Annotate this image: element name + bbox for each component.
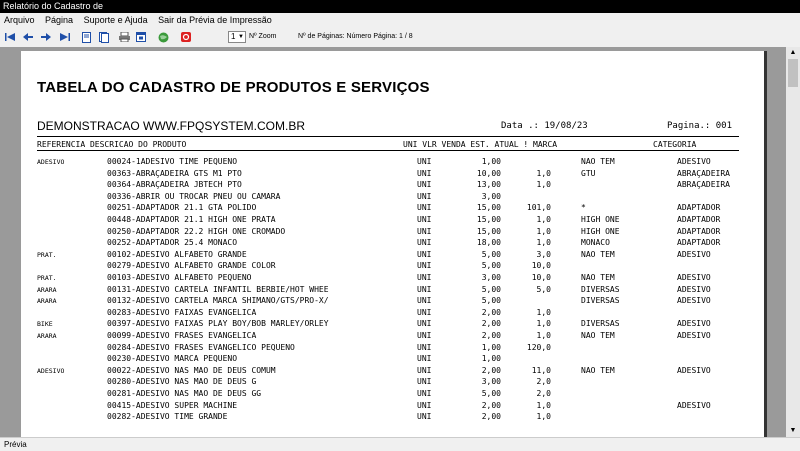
cell-est: 10,0	[531, 261, 551, 271]
cell-ref: PRAT.	[37, 274, 57, 282]
cell-ref: ADESIVO	[37, 366, 65, 375]
stop-icon	[181, 32, 191, 42]
table-row	[21, 343, 767, 354]
last-page-button[interactable]	[58, 31, 70, 43]
report-title: TABELA DO CADASTRO DE PRODUTOS E SERVIÇOS	[37, 79, 430, 96]
cell-un: UNI	[417, 365, 432, 375]
cell-vlr: 3,00	[481, 273, 501, 282]
cell-desc: 00230-ADESIVO MARCA PEQUENO	[107, 354, 238, 364]
header-categoria: CATEGORIA	[653, 140, 697, 149]
cell-un: UNI	[417, 307, 432, 317]
cell-marca: DIVERSAS	[581, 296, 620, 306]
table-row	[21, 412, 767, 423]
cell-vlr: 5,00	[481, 249, 501, 259]
cell-un: UNI	[417, 157, 432, 166]
cell-ref: ARARA	[37, 297, 57, 306]
cell-un: UNI	[417, 191, 432, 201]
cell-vlr: 3,00	[481, 377, 501, 387]
cell-cat: ADAPTADOR	[677, 226, 721, 236]
cell-est: 1,0	[536, 319, 551, 329]
cell-desc: 00283-ADESIVO FAIXAS EVANGELICA	[107, 307, 257, 317]
cell-un: UNI	[417, 215, 432, 224]
table-row	[21, 261, 767, 272]
cell-cat: ADESIVO	[677, 284, 711, 294]
cell-desc: 00251-ADAPTADOR 21.1 GTA POLIDO	[107, 203, 257, 213]
cell-vlr: 5,00	[481, 284, 501, 294]
cell-vlr: 5,00	[481, 296, 501, 306]
cell-est: 1,0	[536, 180, 551, 190]
cell-marca: DIVERSAS	[581, 284, 620, 294]
cell-un: UNI	[417, 354, 432, 364]
table-row	[21, 401, 767, 412]
cell-est: 1,0	[536, 168, 551, 178]
single-page-button[interactable]	[80, 31, 92, 43]
cell-ref: ADESIVO	[37, 158, 65, 166]
export-button[interactable]	[157, 31, 169, 43]
cell-marca: MONACO	[581, 238, 610, 248]
cell-vlr: 5,00	[481, 389, 501, 398]
table-row	[21, 285, 767, 296]
pages-label: Nº de Páginas: Número Página: 1 / 8	[298, 33, 413, 40]
cell-est: 5,0	[536, 284, 551, 294]
cell-desc: 00280-ADESIVO NAS MAO DE DEUS G	[107, 377, 257, 387]
cell-cat: ADESIVO	[677, 296, 711, 306]
next-page-button[interactable]	[40, 31, 52, 43]
report-company: DEMONSTRACAO WWW.FPQSYSTEM.COM.BR	[37, 119, 306, 133]
menu-bar	[0, 13, 800, 27]
cell-vlr: 1,00	[481, 157, 501, 166]
table-row	[21, 273, 767, 284]
cell-un: UNI	[417, 226, 432, 236]
cell-un: UNI	[417, 261, 432, 271]
first-page-button[interactable]	[4, 31, 16, 43]
cell-desc: 00363-ABRAÇADEIRA GTS M1 PTO	[107, 168, 242, 178]
last-page-icon	[59, 33, 70, 41]
cell-marca: NAO TEM	[581, 365, 615, 375]
cell-cat: ADESIVO	[677, 331, 711, 340]
table-row	[21, 377, 767, 388]
cell-un: UNI	[417, 296, 432, 306]
cell-desc: 00099-ADESIVO FRASES EVANGELICA	[107, 331, 257, 340]
cell-marca: GTU	[581, 168, 596, 178]
cell-un: UNI	[417, 180, 432, 190]
table-row	[21, 169, 767, 180]
cell-cat: ADESIVO	[677, 365, 711, 375]
cell-vlr: 3,00	[481, 191, 501, 201]
prev-page-button[interactable]	[22, 31, 34, 43]
cell-un: UNI	[417, 249, 432, 259]
cell-vlr: 2,00	[481, 331, 501, 340]
cell-est: 1,0	[536, 412, 551, 422]
status-bar: Prévia	[0, 437, 800, 450]
calendar-icon	[136, 32, 146, 42]
cell-desc: 00336-ABRIR OU TROCAR PNEU OU CAMARA	[107, 191, 281, 201]
cell-vlr: 15,00	[476, 203, 501, 213]
cell-est: 2,0	[536, 377, 551, 387]
table-row	[21, 238, 767, 249]
table-row	[21, 250, 767, 261]
cell-desc: 00250-ADAPTADOR 22.2 HIGH ONE CROMADO	[107, 226, 286, 236]
cell-est: 1,0	[536, 238, 551, 248]
printer-icon	[119, 32, 130, 42]
table-row	[21, 331, 767, 342]
cell-vlr: 2,00	[481, 307, 501, 317]
cell-un: UNI	[417, 400, 432, 410]
cell-vlr: 10,00	[476, 168, 501, 178]
header-rule-top	[37, 136, 739, 137]
table-row	[21, 296, 767, 307]
cell-marca: NAO TEM	[581, 249, 615, 259]
cell-un: UNI	[417, 389, 432, 398]
cell-marca: HIGH ONE	[581, 215, 620, 224]
cell-ref: ARARA	[37, 332, 57, 340]
zoom-label: Nº Zoom	[249, 33, 277, 40]
cell-un: UNI	[417, 331, 432, 340]
header-rule-bottom	[37, 150, 739, 151]
cell-desc: 00415-ADESIVO SUPER MACHINE	[107, 400, 238, 410]
cell-ref: BIKE	[37, 320, 53, 329]
zoom-value: 1	[231, 32, 236, 41]
cell-cat: ADESIVO	[677, 273, 711, 282]
cell-marca: DIVERSAS	[581, 319, 620, 329]
cell-marca: NAO TEM	[581, 157, 615, 166]
cell-est: 101,0	[526, 203, 551, 213]
table-row	[21, 192, 767, 203]
cell-vlr: 2,00	[481, 319, 501, 329]
cell-desc: 00448-ADAPTADOR 21.1 HIGH ONE PRATA	[107, 215, 276, 224]
header-ref-desc: REFERENCIA DESCRICAO DO PRODUTO	[37, 140, 187, 149]
cell-desc: 00282-ADESIVO TIME GRANDE	[107, 412, 228, 422]
cell-est: 1,0	[536, 215, 551, 224]
chevron-down-icon[interactable]: ▼	[789, 427, 797, 434]
cell-desc: 00131-ADESIVO CARTELA INFANTIL BERBIE/HOT WHEE	[107, 284, 329, 294]
cell-cat: ADAPTADOR	[677, 238, 721, 248]
cell-cat: ADESIVO	[677, 400, 711, 410]
table-row	[21, 157, 767, 168]
cell-marca: *	[581, 203, 586, 213]
table-row	[21, 215, 767, 226]
cell-cat: ADAPTADOR	[677, 215, 721, 224]
cell-cat: ABRAÇADEIRA	[677, 168, 730, 178]
cell-cat: ADESIVO	[677, 157, 711, 166]
preview-viewport	[0, 47, 800, 437]
cell-un: UNI	[417, 168, 432, 178]
cell-desc: 00132-ADESIVO CARTELA MARCA SHIMANO/GTS/PRO-X/	[107, 296, 329, 306]
cell-un: UNI	[417, 342, 432, 352]
cell-vlr: 2,00	[481, 400, 501, 410]
cell-vlr: 1,00	[481, 354, 501, 364]
cell-un: UNI	[417, 273, 432, 282]
cell-marca: HIGH ONE	[581, 226, 620, 236]
cell-un: UNI	[417, 412, 432, 422]
table-row	[21, 366, 767, 377]
menu-suporte[interactable]: Suporte e Ajuda	[83, 15, 148, 25]
cell-desc: 00022-ADESIVO NAS MAO DE DEUS COMUM	[107, 365, 276, 375]
table-row	[21, 354, 767, 365]
cell-vlr: 1,00	[481, 342, 501, 352]
cell-desc: 00397-ADESIVO FAIXAS PLAY BOY/BOB MARLEY/ORLEY	[107, 319, 329, 329]
vertical-scrollbar[interactable]	[786, 47, 800, 437]
cell-un: UNI	[417, 238, 432, 248]
cell-est: 1,0	[536, 307, 551, 317]
cell-un: UNI	[417, 284, 432, 294]
report-page	[21, 51, 767, 437]
first-page-icon	[5, 33, 16, 41]
cell-est: 120,0	[526, 342, 551, 352]
cell-est: 1,0	[536, 226, 551, 236]
cell-desc: 00284-ADESIVO FRASES EVANGELICO PEQUENO	[107, 342, 295, 352]
table-row	[21, 319, 767, 330]
cell-vlr: 15,00	[476, 226, 501, 236]
prev-page-icon	[23, 33, 33, 41]
header-un-vlr-est: UNI VLR VENDA EST. ATUAL ! MARCA	[403, 140, 558, 149]
calendar-button[interactable]	[135, 31, 147, 43]
menu-sair[interactable]: Sair da Prévia de Impressão	[158, 15, 272, 25]
cell-cat: ADAPTADOR	[677, 203, 721, 213]
cell-vlr: 13,00	[476, 180, 501, 190]
report-date: Data .: 19/08/23	[501, 121, 588, 131]
table-row	[21, 308, 767, 319]
cell-vlr: 5,00	[481, 261, 501, 271]
cell-vlr: 15,00	[476, 215, 501, 224]
globe-icon	[158, 32, 169, 43]
cell-est: 1,0	[536, 400, 551, 410]
cell-marca: NAO TEM	[581, 273, 615, 282]
cell-un: UNI	[417, 377, 432, 387]
chevron-down-icon: ▼	[238, 34, 244, 40]
cell-est: 1,0	[536, 331, 551, 340]
menu-pagina[interactable]: Página	[45, 15, 74, 25]
table-row	[21, 203, 767, 214]
cell-vlr: 2,00	[481, 365, 501, 375]
close-preview-button[interactable]	[180, 31, 192, 43]
pages-icon	[99, 32, 109, 43]
table-row	[21, 389, 767, 400]
cell-desc: 00364-ABRAÇADEIRA JBTECH PTO	[107, 180, 242, 190]
cell-marca: NAO TEM	[581, 331, 615, 340]
page-icon	[82, 32, 91, 43]
toolbar	[0, 27, 800, 47]
table-row	[21, 227, 767, 238]
two-page-button[interactable]	[98, 31, 110, 43]
cell-est: 3,0	[536, 249, 551, 259]
cell-est: 10,0	[531, 273, 551, 282]
cell-cat: ABRAÇADEIRA	[677, 180, 730, 190]
cell-vlr: 18,00	[476, 238, 501, 248]
table-row	[21, 180, 767, 191]
zoom-select[interactable]	[228, 31, 246, 43]
cell-desc: 00102-ADESIVO ALFABETO GRANDE	[107, 249, 247, 259]
window-title: Relatório do Cadastro de	[0, 0, 800, 13]
scrollbar-thumb[interactable]	[788, 59, 798, 87]
cell-cat: ADESIVO	[677, 249, 711, 259]
cell-desc: 00103-ADESIVO ALFABETO PEQUENO	[107, 273, 252, 282]
report-page-number: Pagina.: 001	[667, 121, 733, 131]
cell-est: 2,0	[536, 389, 551, 398]
cell-un: UNI	[417, 319, 432, 329]
cell-desc: 00281-ADESIVO NAS MAO DE DEUS GG	[107, 389, 262, 398]
next-page-icon	[41, 33, 51, 41]
cell-desc: 00024-1ADESIVO TIME PEQUENO	[107, 157, 238, 166]
cell-ref: PRAT.	[37, 250, 57, 259]
chevron-up-icon[interactable]: ▲	[789, 49, 797, 56]
cell-cat: ADESIVO	[677, 319, 711, 329]
cell-est: 11,0	[531, 365, 551, 375]
menu-arquivo[interactable]: Arquivo	[4, 15, 35, 25]
cell-desc: 00252-ADAPTADOR 25.4 MONACO	[107, 238, 238, 248]
cell-vlr: 2,00	[481, 412, 501, 422]
cell-desc: 00279-ADESIVO ALFABETO GRANDE COLOR	[107, 261, 276, 271]
cell-ref: ARARA	[37, 285, 57, 294]
print-button[interactable]	[118, 31, 130, 43]
cell-un: UNI	[417, 203, 432, 213]
